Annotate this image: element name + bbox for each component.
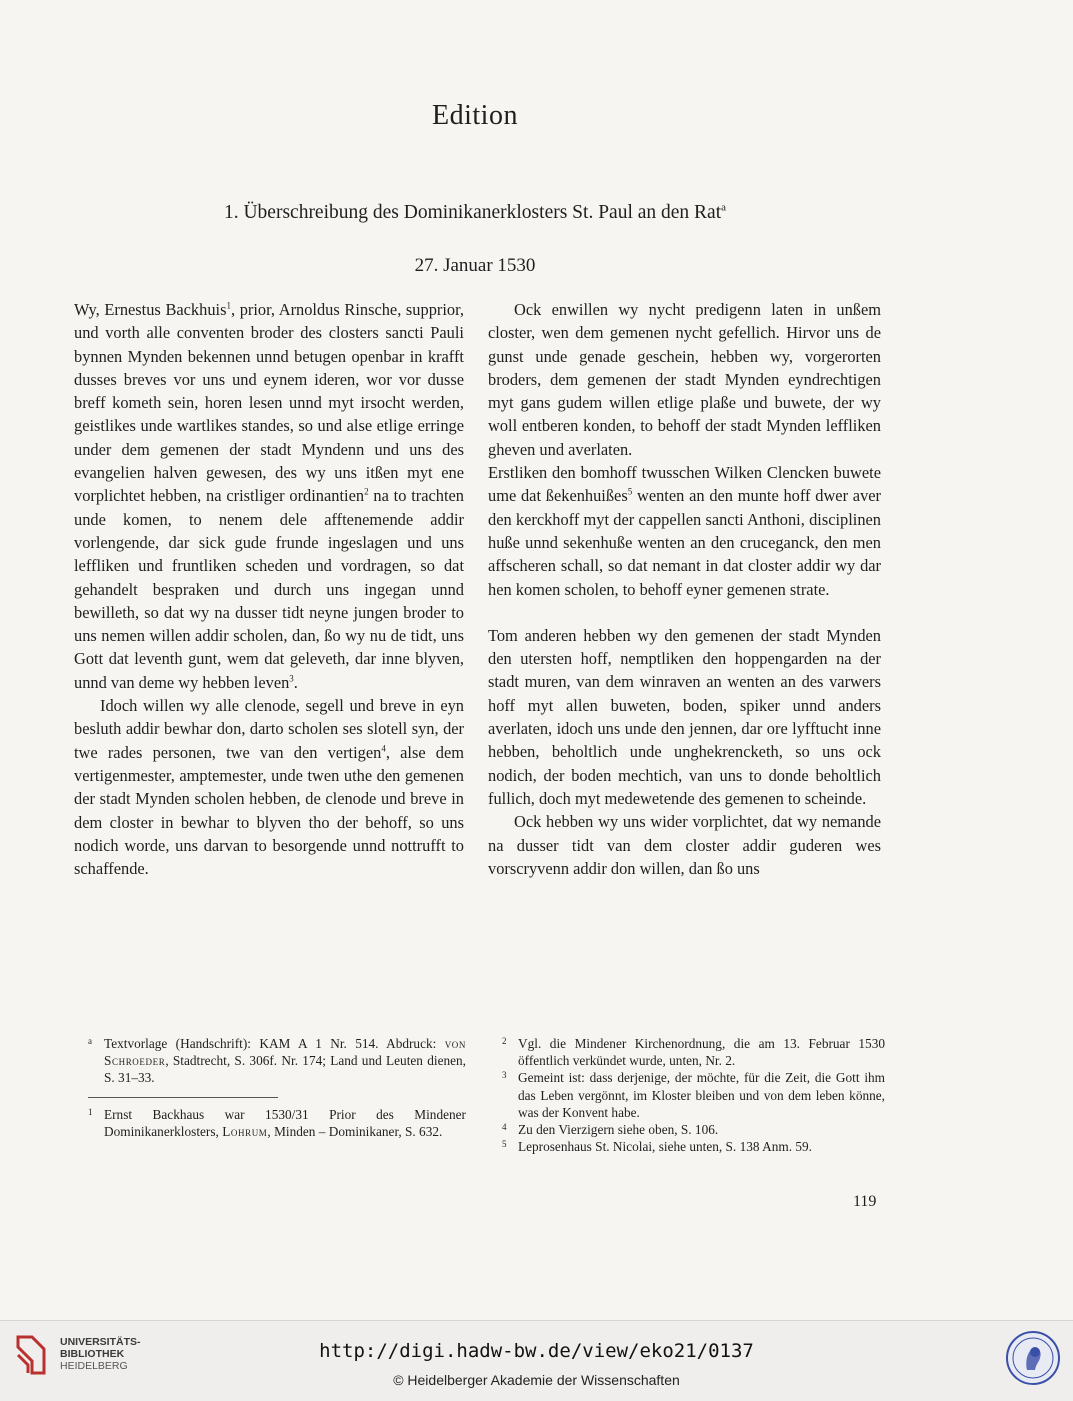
section-title	[0, 202, 950, 224]
document-date: 27. Januar 1530	[414, 255, 536, 276]
footnote-mark: a	[88, 1036, 92, 1046]
footnote-item: 1 Ernst Backhaus war 1530/31 Prior des Mindener Dominikanerklosters, Lohrum, Minden – Dominikaner, S. 632.	[88, 1106, 466, 1140]
copyright-notice: © Heidelberger Akademie der Wissenschaften	[393, 1372, 680, 1388]
paragraph: Tom anderen hebben wy den gemenen der stadt Mynden den utersten hoff, nemptliken den hoppengarden na der stadt muren, van dem winraven an wenten an des varwers hoff myt allen buweten, boden, spiker unnd anders averlaten, idoch uns unde den jennen, dar ore lyfftucht inne hebben, beholtlich unde unghekrencketh, so uns ock nodich, der boden mechtich, van uns to donde beholtlich fullich, doch myt medewetende des gemenen to scheinde.	[488, 625, 881, 808]
footnote-item: 4 Zu den Vierzigern siehe oben, S. 106.	[502, 1121, 885, 1138]
footnote-item: a Textvorlage (Handschrift): KAM A 1 Nr. 514. Abdruck: von Schroeder, Stadtrecht, S. 306f. Nr. 174; Land und Leuten dienen, S. 31–33.	[88, 1035, 466, 1087]
footnote-mark: 1	[88, 1107, 93, 1117]
paragraph: Erstliken den bomhoff twusschen Wilken Clencken buwete ume dat ßekenhuißes$^5$ wenten an den munte hoff dwer aver den kerckhoff myt der cappellen sancti Anthoni, disciplinen huße unnd sekenhuße wenten an den cruceganck, den men affscheren schall, so dat nemant in dat closter addir wy dar hen komen scholen, to behoff eyner gemenen strate.	[488, 463, 881, 599]
footnotes-right	[502, 1035, 885, 1155]
paragraph-gap	[488, 601, 881, 624]
footnote-reference: 5	[627, 486, 633, 497]
footnote-reference: 1	[226, 300, 231, 311]
permalink-url[interactable]: http://digi.hadw-bw.de/view/eko21/0137	[319, 1340, 754, 1362]
footnote-item: 5 Leprosenhaus St. Nicolai, siehe unten, S. 138 Anm. 59.	[502, 1138, 885, 1155]
footnote-rule	[88, 1097, 278, 1098]
paragraph: Wy, Ernestus Backhuis$^1$, prior, Arnoldus Rinsche, supprior, und vorth alle conventen broder des closters sancti Pauli bynnen Mynden bekennen unnd betugen openbar in krafft dusses breves vor uns und eynem ideren, wor vor dusse breff kometh sein, horen lesen unnd myt irsocht werden, geistlikes unde wartlikes standes, so und alse etlige erringe under dem gemenen der stadt Myndenn und uns des evangelien halven gewesen, des wy uns itßen myt ene vorplichtet hebben, na cristliger ordinantien$^2$ na to trachten unde komen, to nenem dele afftenemende addir vorlengende, dar sick gude frunde ingeslagen und uns leffliken und fruntliken scheden und vordragen, so dat gehandelt bespraken und durch uns ingegan unnd bewilleth, so dat wy na dusser tidt neyne jungen broder to uns nemen willen addir scholen, dan, ßo wy nu de tidt, uns Gott dat leventh gunt, wem dat geleveth, dar inne blyven, unnd van deme wy hebben leven$^3$.	[74, 300, 464, 692]
right-column	[488, 298, 881, 880]
author-name: von Schroeder	[104, 1036, 466, 1069]
paragraph: Ock enwillen wy nycht predigenn laten in unßem closter, wen dem gemenen nycht gefellich. Hirvor uns de gunst unde genade geschein, hebben wy, vorgerorten broders, dem gemenen der stadt Mynden eyndrechtigen myt gans gudem willen etlige plaßе und buwete, der wy woll entberen konden, to behoff der stadt Mynden leffliken gheven und averlaten.	[488, 300, 881, 459]
page-number: 119	[853, 1193, 877, 1210]
footnote-reference: 2	[364, 486, 369, 497]
paragraph: Idoch willen wy alle clenode, segell und breve in eyn besluth addir bewhar don, darto scholen ses slotell syn, der twe rades personen, twe van den vertigen$^4$, alse dem vertigenmester, amptemester, unde twen uthe den gemenen der stadt Mynden scholen hebben, de clenode und breve in dem closter in bewhar to blyven tho der behoff, so uns nodich worde, uns darvan to besorgende unnd nottrufft to schaffende.	[74, 696, 464, 879]
footnote-mark: 4	[502, 1122, 507, 1133]
page-title: Edition	[432, 100, 518, 131]
footnote-a	[88, 1035, 466, 1087]
footnote-1	[88, 1106, 466, 1140]
footnote-mark: 3	[502, 1070, 507, 1081]
paragraph: Ock hebben wy uns wider vorplichtet, dat wy nemande na dusser tidt van dem closter addir guderen wes vorscryvenn addir don willen, dan ßo uns	[488, 812, 881, 878]
footnote-reference: 4	[381, 743, 386, 754]
section-number: 1.	[223, 202, 239, 223]
library-name-line2: BIBLIOTHEK	[60, 1348, 125, 1360]
library-name-line3: HEIDELBERG	[60, 1360, 128, 1372]
footnote-item: 3 Gemeint ist: dass derjenige, der möchte, für die Zeit, die Gott ihm das Leben vergönnt, im Kloster bleiben und von dem leben könne, was der Konvent habe.	[502, 1069, 885, 1121]
section-title-text: Überschreibung des Dominikanerklosters St. Paul an den Rat	[243, 202, 722, 223]
section-title-note: a	[721, 201, 727, 214]
footnote-mark: 5	[502, 1139, 507, 1150]
footnote-mark: 2	[502, 1036, 507, 1046]
academy-seal-icon[interactable]	[1005, 1330, 1061, 1386]
author-name: Lohrum	[222, 1124, 268, 1140]
library-name-line1: UNIVERSITÄTS-	[60, 1336, 141, 1348]
footnote-item: 2 Vgl. die Mindener Kirchenordnung, die am 13. Februar 1530 öffentlich verkündet wurde, unten, Nr. 2.	[502, 1035, 885, 1069]
left-column	[74, 298, 464, 880]
footnote-reference: 3	[289, 673, 294, 684]
